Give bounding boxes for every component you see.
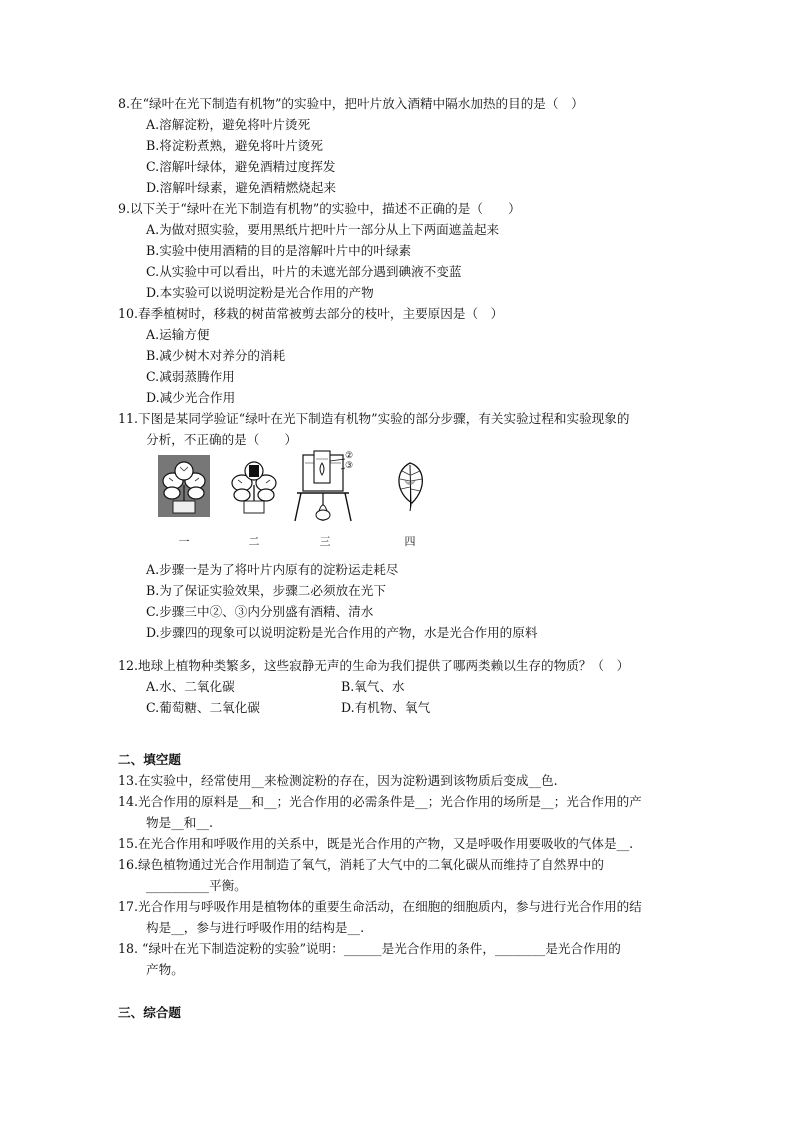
option-b: B.将淀粉煮熟，避免将叶片烫死 <box>146 138 323 153</box>
option-a: A.为做对照实验，要用黑纸片把叶片一部分从上下两面遮盖起来 <box>146 222 500 237</box>
option-b: B.为了保证实验效果，步骤二必须放在光下 <box>146 583 386 598</box>
step-four-leaf-image <box>390 459 430 517</box>
question-10 <box>118 303 700 408</box>
question-13: 13.在实验中，经常使用__来检测淀粉的存在，因为淀粉遇到该物质后变成__色. <box>118 773 558 788</box>
option-a: A.水、二氧化碳 <box>146 679 235 694</box>
question-stem: 10.春季植树时，移栽的树苗常被剪去部分的枝叶，主要原因是（ ） <box>118 306 504 321</box>
question-16-line-1: 16.绿色植物通过光合作用制造了氧气，消耗了大气中的二氧化碳从而维持了自然界中的 <box>118 857 604 872</box>
step-three-water-bath-image <box>293 449 371 529</box>
question-18-line-1: 18. “绿叶在光下制造淀粉的实验”说明：______是光合作用的条件，________是光合作用的 <box>118 941 621 956</box>
question-17-line-2: 构是__，参与进行呼吸作用的结构是__. <box>146 920 365 935</box>
option-b: B.实验中使用酒精的目的是溶解叶片中的叶绿素 <box>146 243 412 258</box>
step-one-plant-in-dark-image <box>158 455 210 521</box>
question-stem: 9.以下关于“绿叶在光下制造有机物”的实验中，描述不正确的是（ ） <box>118 201 521 216</box>
option-c: C.减弱蒸腾作用 <box>146 369 235 384</box>
question-15: 15.在光合作用和呼吸作用的关系中，既是光合作用的产物，又是呼吸作用要吸收的气体是__. <box>118 836 634 851</box>
option-a: A.溶解淀粉，避免将叶片烫死 <box>146 117 311 132</box>
question-stem-continued: 分析，不正确的是（ ） <box>146 432 298 447</box>
option-d: D.减少光合作用 <box>146 390 236 405</box>
question-17-line-1: 17.光合作用与呼吸作用是植物体的重要生命活动，在细胞的细胞质内，参与进行光合作用的结 <box>118 899 642 914</box>
step-two-label: 二 <box>248 535 260 548</box>
question-stem: 8.在“绿叶在光下制造有机物”的实验中，把叶片放入酒精中隔水加热的目的是（ ） <box>118 96 584 111</box>
step-two-plant-covered-leaf-image <box>230 457 278 519</box>
question-stem: 12.地球上植物种类繁多，这些寂静无声的生命为我们提供了哪两类赖以生存的物质？（ ） <box>118 658 630 673</box>
step-one-label: 一 <box>178 535 190 548</box>
section-heading-fill-in: 二、填空题 <box>118 752 181 767</box>
option-c: C.葡萄糖、二氧化碳 <box>146 700 260 715</box>
option-a: A.步骤一是为了将叶片内原有的淀粉运走耗尽 <box>146 562 399 577</box>
question-9 <box>118 198 700 303</box>
option-d: D.溶解叶绿素，避免酒精燃烧起来 <box>146 180 336 195</box>
step-four-label: 四 <box>404 535 416 548</box>
option-d: D.本实验可以说明淀粉是光合作用的产物 <box>146 285 374 300</box>
experiment-figure <box>158 451 700 555</box>
options-row-1 <box>146 676 700 697</box>
option-b: B.氧气、水 <box>341 679 405 694</box>
worksheet <box>118 93 700 1023</box>
section-heading-comprehensive: 三、综合题 <box>118 1005 181 1020</box>
question-14-line-2: 物是__和__. <box>146 815 213 830</box>
option-b: B.减少树木对养分的消耗 <box>146 348 286 363</box>
option-d: D.步骤四的现象可以说明淀粉是光合作用的产物，水是光合作用的原料 <box>146 625 538 640</box>
option-c: C.溶解叶绿体，避免酒精过度挥发 <box>146 159 336 174</box>
question-stem: 11.下图是某同学验证“绿叶在光下制造有机物”实验的部分步骤，有关实验过程和实验现象的 <box>118 411 630 426</box>
question-14-line-1: 14.光合作用的原料是__和__；光合作用的必需条件是__；光合作用的场所是__；光合作用的产 <box>118 794 642 809</box>
question-11 <box>118 408 700 643</box>
question-18-line-2: 产物。 <box>146 962 184 977</box>
circle-two-mark: ② <box>345 451 354 461</box>
options-row-2 <box>146 697 700 718</box>
option-c: C.从实验中可以看出，叶片的未遮光部分遇到碘液不变蓝 <box>146 264 462 279</box>
question-8 <box>118 93 700 198</box>
question-12 <box>118 655 700 718</box>
option-c: C.步骤三中②、③内分别盛有酒精、清水 <box>146 604 374 619</box>
option-a: A.运输方便 <box>146 327 210 342</box>
question-16-line-2: __________平衡。 <box>146 878 247 893</box>
step-three-label: 三 <box>319 535 331 548</box>
circle-three-mark: ③ <box>345 461 354 471</box>
option-d: D.有机物、氧气 <box>341 700 431 715</box>
